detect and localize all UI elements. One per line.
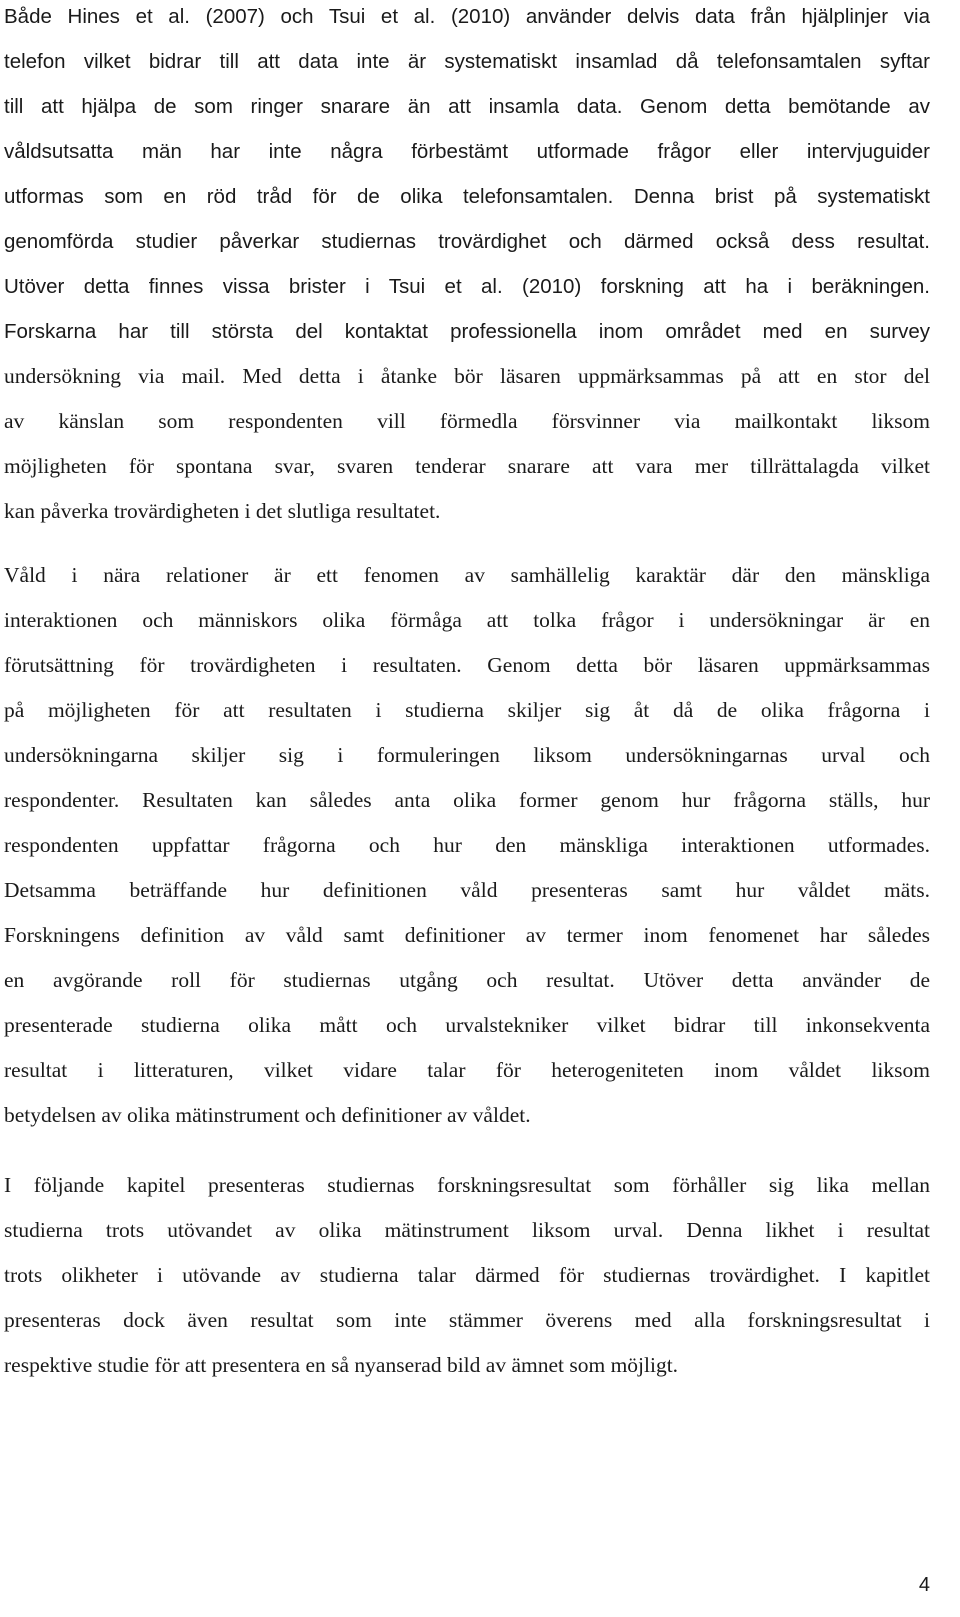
- text-line: till att hjälpa de som ringer snarare än att insamla data. Genom detta bemötande av: [4, 95, 930, 118]
- text-line: Forskningens definition av våld samt definitioner av termer inom fenomenet har således: [4, 923, 930, 947]
- text-line: resultat i litteraturen, vilket vidare talar för heterogeniteten inom våldet liksom: [4, 1058, 930, 1082]
- text-line: trots olikheter i utövande av studierna talar därmed för studiernas trovärdighet. I kapitlet: [4, 1263, 930, 1287]
- text-line: Utöver detta finnes vissa brister i Tsui et al. (2010) forskning att ha i beräkningen.: [4, 275, 930, 298]
- text-line: betydelsen av olika mätinstrument och definitioner av våldet.: [4, 1103, 531, 1127]
- paragraph-3: [4, 1163, 930, 1388]
- text-line: kan påverka trovärdigheten i det slutliga resultatet.: [4, 499, 441, 523]
- text-line: interaktionen och människors olika förmåga att tolka frågor i undersökningar är en: [4, 608, 930, 632]
- text-line: respondenten uppfattar frågorna och hur den mänskliga interaktionen utformades.: [4, 833, 930, 857]
- text-line: av känslan som respondenten vill förmedla försvinner via mailkontakt liksom: [4, 409, 930, 433]
- text-line: Både Hines et al. (2007) och Tsui et al. (2010) använder delvis data från hjälplinjer via: [4, 5, 930, 28]
- text-line: respondenter. Resultaten kan således anta olika former genom hur frågorna ställs, hur: [4, 788, 930, 812]
- text-line: på möjligheten för att resultaten i studierna skiljer sig åt då de olika frågorna i: [4, 698, 930, 722]
- text-line: I följande kapitel presenteras studiernas forskningsresultat som förhåller sig lika mellan: [4, 1173, 930, 1197]
- text-line: Våld i nära relationer är ett fenomen av samhällelig karaktär där den mänskliga: [4, 563, 930, 587]
- text-line: presenteras dock även resultat som inte stämmer överens med alla forskningsresultat i: [4, 1308, 930, 1332]
- text-line: våldsutsatta män har inte några förbestämt utformade frågor eller intervjuguider: [4, 140, 930, 163]
- text-line: en avgörande roll för studiernas utgång och resultat. Utöver detta använder de: [4, 968, 930, 992]
- text-line: studierna trots utövandet av olika mätinstrument liksom urval. Denna likhet i resultat: [4, 1218, 930, 1242]
- text-line: genomförda studier påverkar studiernas trovärdighet och därmed också dess resultat.: [4, 230, 930, 253]
- text-line: respektive studie för att presentera en så nyanserad bild av ämnet som möjligt.: [4, 1353, 679, 1377]
- text-line: möjligheten för spontana svar, svaren tenderar snarare att vara mer tillrättalagda vilket: [4, 454, 930, 478]
- text-line: Forskarna har till största del kontaktat professionella inom området med en survey: [4, 320, 930, 343]
- text-line: telefon vilket bidrar till att data inte är systematiskt insamlad då telefonsamtalen syftar: [4, 50, 930, 73]
- paragraph-2: [4, 553, 930, 1138]
- text-line: Detsamma beträffande hur definitionen våld presenteras samt hur våldet mäts.: [4, 878, 930, 902]
- text-line: presenterade studierna olika mått och urvalstekniker vilket bidrar till inkonsekventa: [4, 1013, 930, 1037]
- page-number: 4: [918, 1574, 930, 1596]
- text-line: utformas som en röd tråd för de olika telefonsamtalen. Denna brist på systematiskt: [4, 185, 930, 208]
- text-line: förutsättning för trovärdigheten i resultaten. Genom detta bör läsaren uppmärksammas: [4, 653, 930, 677]
- paragraph-1: [4, 0, 930, 534]
- text-line: undersökningarna skiljer sig i formuleringen liksom undersökningarnas urval och: [4, 743, 930, 767]
- text-line: undersökning via mail. Med detta i åtanke bör läsaren uppmärksammas på att en stor del: [4, 364, 930, 388]
